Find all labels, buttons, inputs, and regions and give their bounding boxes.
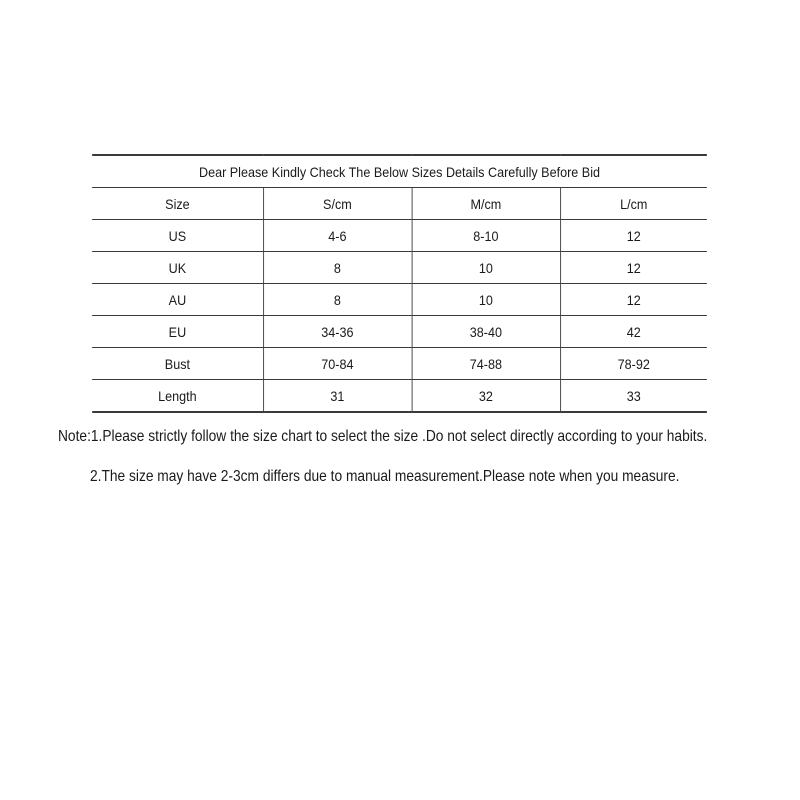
table-title: Dear Please Kindly Check The Below Sizes Details Carefully Before Bid (92, 155, 707, 188)
table-cell: 74-88 (412, 348, 561, 380)
table-cell: 4-6 (263, 220, 412, 252)
table-row-bust (92, 348, 707, 380)
header-cell-s: S/cm (263, 188, 412, 220)
table-header-row (92, 188, 707, 220)
row-label: AU (92, 284, 263, 316)
table-cell: 12 (560, 220, 707, 252)
table-cell: 78-92 (560, 348, 707, 380)
row-label: UK (92, 252, 263, 284)
table-title-row (92, 155, 707, 188)
table-cell: 33 (560, 380, 707, 413)
row-label: Length (92, 380, 263, 413)
table-cell: 12 (560, 284, 707, 316)
table-cell: 32 (412, 380, 561, 413)
table-cell: 70-84 (263, 348, 412, 380)
header-cell-m: M/cm (412, 188, 561, 220)
table-cell: 8 (263, 284, 412, 316)
row-label: US (92, 220, 263, 252)
table-row-length (92, 380, 707, 413)
header-cell-size: Size (92, 188, 263, 220)
table-cell: 38-40 (412, 316, 561, 348)
header-cell-l: L/cm (560, 188, 707, 220)
table-row-us (92, 220, 707, 252)
table-cell: 34-36 (263, 316, 412, 348)
table-cell: 31 (263, 380, 412, 413)
size-chart-table (92, 154, 707, 413)
table-row-au (92, 284, 707, 316)
table-cell: 12 (560, 252, 707, 284)
table-cell: 8 (263, 252, 412, 284)
note-line-1: Note:1.Please strictly follow the size chart to select the size .Do not select directly according to your habits. (58, 428, 708, 445)
table-cell: 10 (412, 252, 561, 284)
table-cell: 42 (560, 316, 707, 348)
table-cell: 8-10 (412, 220, 561, 252)
table-cell: 10 (412, 284, 561, 316)
note-line-2: 2.The size may have 2-3cm differs due to manual measurement.Please note when you measure. (90, 468, 680, 485)
row-label: Bust (92, 348, 263, 380)
row-label: EU (92, 316, 263, 348)
table-row-uk (92, 252, 707, 284)
table-row-eu (92, 316, 707, 348)
